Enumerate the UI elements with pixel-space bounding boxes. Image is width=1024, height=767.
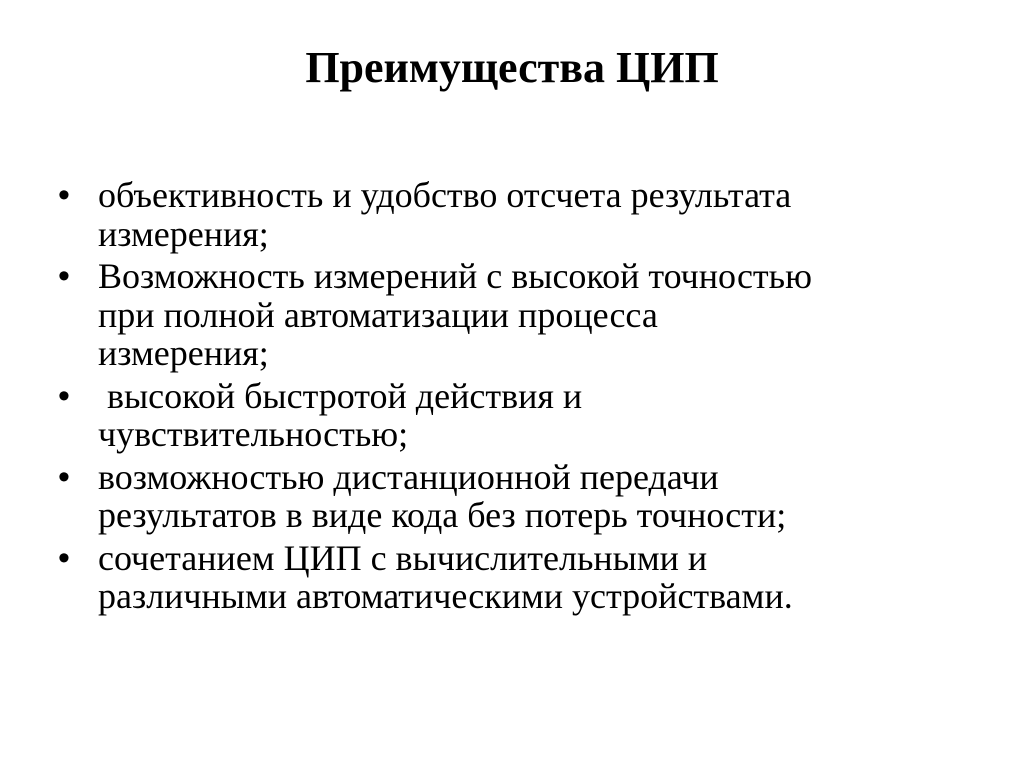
- list-item-text: сочетанием ЦИП с вычислительными и различными автоматическими устройствами.: [98, 537, 793, 616]
- list-item-text: возможностью дистанционной передачи результатов в виде кода без потерь точности;: [98, 456, 787, 535]
- list-item: [58, 377, 978, 454]
- slide-title: Преимущества ЦИП: [305, 43, 719, 92]
- list-item: [58, 176, 978, 253]
- list-item-text: Возможность измерений с высокой точностью при полной автоматизации процесса измерения;: [98, 256, 812, 373]
- bullet-list: [58, 176, 978, 620]
- bullet-icon: •: [58, 538, 70, 577]
- list-item: [58, 458, 978, 535]
- bullet-icon: •: [58, 376, 70, 415]
- bullet-icon: •: [58, 257, 70, 295]
- list-item-text: высокой быстротой действия и чувствительностью;: [98, 375, 583, 454]
- bullet-icon: •: [58, 176, 70, 214]
- bullet-icon: •: [58, 457, 70, 496]
- list-item: [58, 257, 978, 373]
- list-item-text: объективность и удобство отсчета результата измерения;: [98, 175, 792, 254]
- list-item: [58, 539, 978, 616]
